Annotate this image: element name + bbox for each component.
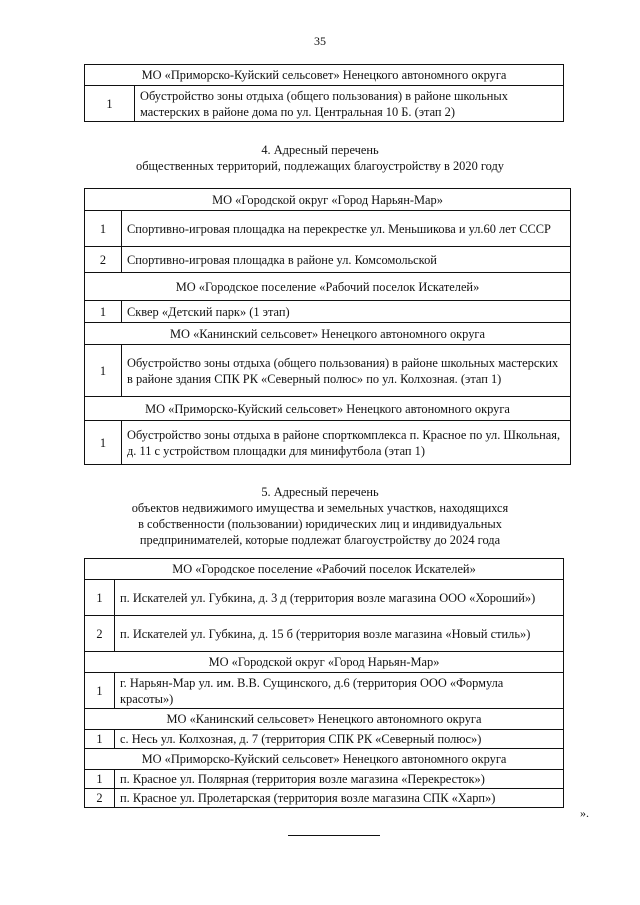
- group-header: МО «Городское поселение «Рабочий поселок Искателей»: [85, 273, 571, 301]
- row-number: 2: [85, 616, 115, 652]
- row-number: 1: [85, 421, 122, 465]
- row-text: п. Искателей ул. Губкина, д. 15 б (территория возле магазина «Новый стиль»): [115, 616, 564, 652]
- row-number: 1: [85, 211, 122, 247]
- table-row: [85, 730, 564, 749]
- table-group-header-row: [85, 652, 564, 673]
- row-number: 1: [85, 301, 122, 323]
- row-text: п. Искателей ул. Губкина, д. 3 д (территория возле магазина ООО «Хороший»): [115, 580, 564, 616]
- table-row: [85, 211, 571, 247]
- row-number: 2: [85, 247, 122, 273]
- section5-subtitle-line-1: объектов недвижимого имущества и земельных участков, находящихся: [131, 501, 509, 515]
- table-row: [85, 301, 571, 323]
- row-number: 1: [85, 730, 115, 749]
- table-group-header-row: [85, 323, 571, 345]
- row-number: 1: [85, 345, 122, 397]
- row-text: Обустройство зоны отдыха (общего пользования) в районе школьных мастерских в районе здания СПК РК «Северный полюс» по ул. Колхозная. (этап 1): [122, 345, 571, 397]
- table-group-header-row: [85, 189, 571, 211]
- group-header: МО «Приморско-Куйский сельсовет» Ненецкого автономного округа: [85, 65, 564, 86]
- row-text: Спортивно-игровая площадка в районе ул. Комсомольской: [122, 247, 571, 273]
- row-text: Сквер «Детский парк» (1 этап): [122, 301, 571, 323]
- footer-rule: [288, 835, 380, 836]
- row-text: п. Красное ул. Полярная (территория возле магазина «Перекресток»): [115, 770, 564, 789]
- group-header: МО «Приморско-Куйский сельсовет» Ненецкого автономного округа: [85, 749, 564, 770]
- table-section4: [84, 188, 571, 465]
- section4-title: 4. Адресный перечень: [261, 143, 379, 157]
- row-number: 1: [85, 86, 135, 122]
- row-text: п. Красное ул. Пролетарская (территория возле магазина СПК «Харп»): [115, 789, 564, 808]
- section5-subtitle-line-3: предпринимателей, которые подлежат благоустройству до 2024 года: [139, 533, 501, 547]
- row-number: 1: [85, 580, 115, 616]
- table-row: [85, 345, 571, 397]
- group-header: МО «Городской округ «Город Нарьян-Мар»: [85, 189, 571, 211]
- group-header: МО «Городской округ «Город Нарьян-Мар»: [85, 652, 564, 673]
- table-row: [85, 673, 564, 709]
- row-text: г. Нарьян-Мар ул. им. В.В. Сущинского, д.6 (территория ООО «Формула красоты»): [115, 673, 564, 709]
- closing-quote: ».: [580, 806, 589, 820]
- row-number: 1: [85, 770, 115, 789]
- group-header: МО «Канинский сельсовет» Ненецкого автономного округа: [85, 323, 571, 345]
- table-group-header-row: [85, 397, 571, 421]
- table-row: [85, 770, 564, 789]
- table-group-header-row: [85, 65, 564, 86]
- table-group-header-row: [85, 749, 564, 770]
- row-text: Спортивно-игровая площадка на перекрестке ул. Меньшикова и ул.60 лет СССР: [122, 211, 571, 247]
- group-header: МО «Приморско-Куйский сельсовет» Ненецкого автономного округа: [85, 397, 571, 421]
- table-group-header-row: [85, 559, 564, 580]
- row-number: 2: [85, 789, 115, 808]
- group-header: МО «Канинский сельсовет» Ненецкого автономного округа: [85, 709, 564, 730]
- row-text: с. Несь ул. Колхозная, д. 7 (территория СПК РК «Северный полюс»): [115, 730, 564, 749]
- row-text: Обустройство зоны отдыха в районе спорткомплекса п. Красное по ул. Школьная, д. 11 с устройством площадки для минифутбола (этап 1): [122, 421, 571, 465]
- section4-subtitle: общественных территорий, подлежащих благоустройству в 2020 году: [136, 159, 504, 173]
- group-header: МО «Городское поселение «Рабочий поселок Искателей»: [85, 559, 564, 580]
- table-row: [85, 616, 564, 652]
- table-row: [85, 789, 564, 808]
- table-primorsko-continued: [84, 64, 564, 122]
- section5-title: 5. Адресный перечень: [261, 485, 379, 499]
- page-number: 35: [314, 34, 326, 48]
- row-number: 1: [85, 673, 115, 709]
- table-row: [85, 580, 564, 616]
- table-row: [85, 86, 564, 122]
- table-row: [85, 421, 571, 465]
- row-text: Обустройство зоны отдыха (общего пользования) в районе школьных мастерских в районе дома по ул. Центральная 10 Б. (этап 2): [135, 86, 564, 122]
- table-row: [85, 247, 571, 273]
- section5-subtitle-line-2: в собственности (пользовании) юридических лиц и индивидуальных: [138, 517, 502, 531]
- table-group-header-row: [85, 273, 571, 301]
- table-section5: [84, 558, 564, 808]
- table-group-header-row: [85, 709, 564, 730]
